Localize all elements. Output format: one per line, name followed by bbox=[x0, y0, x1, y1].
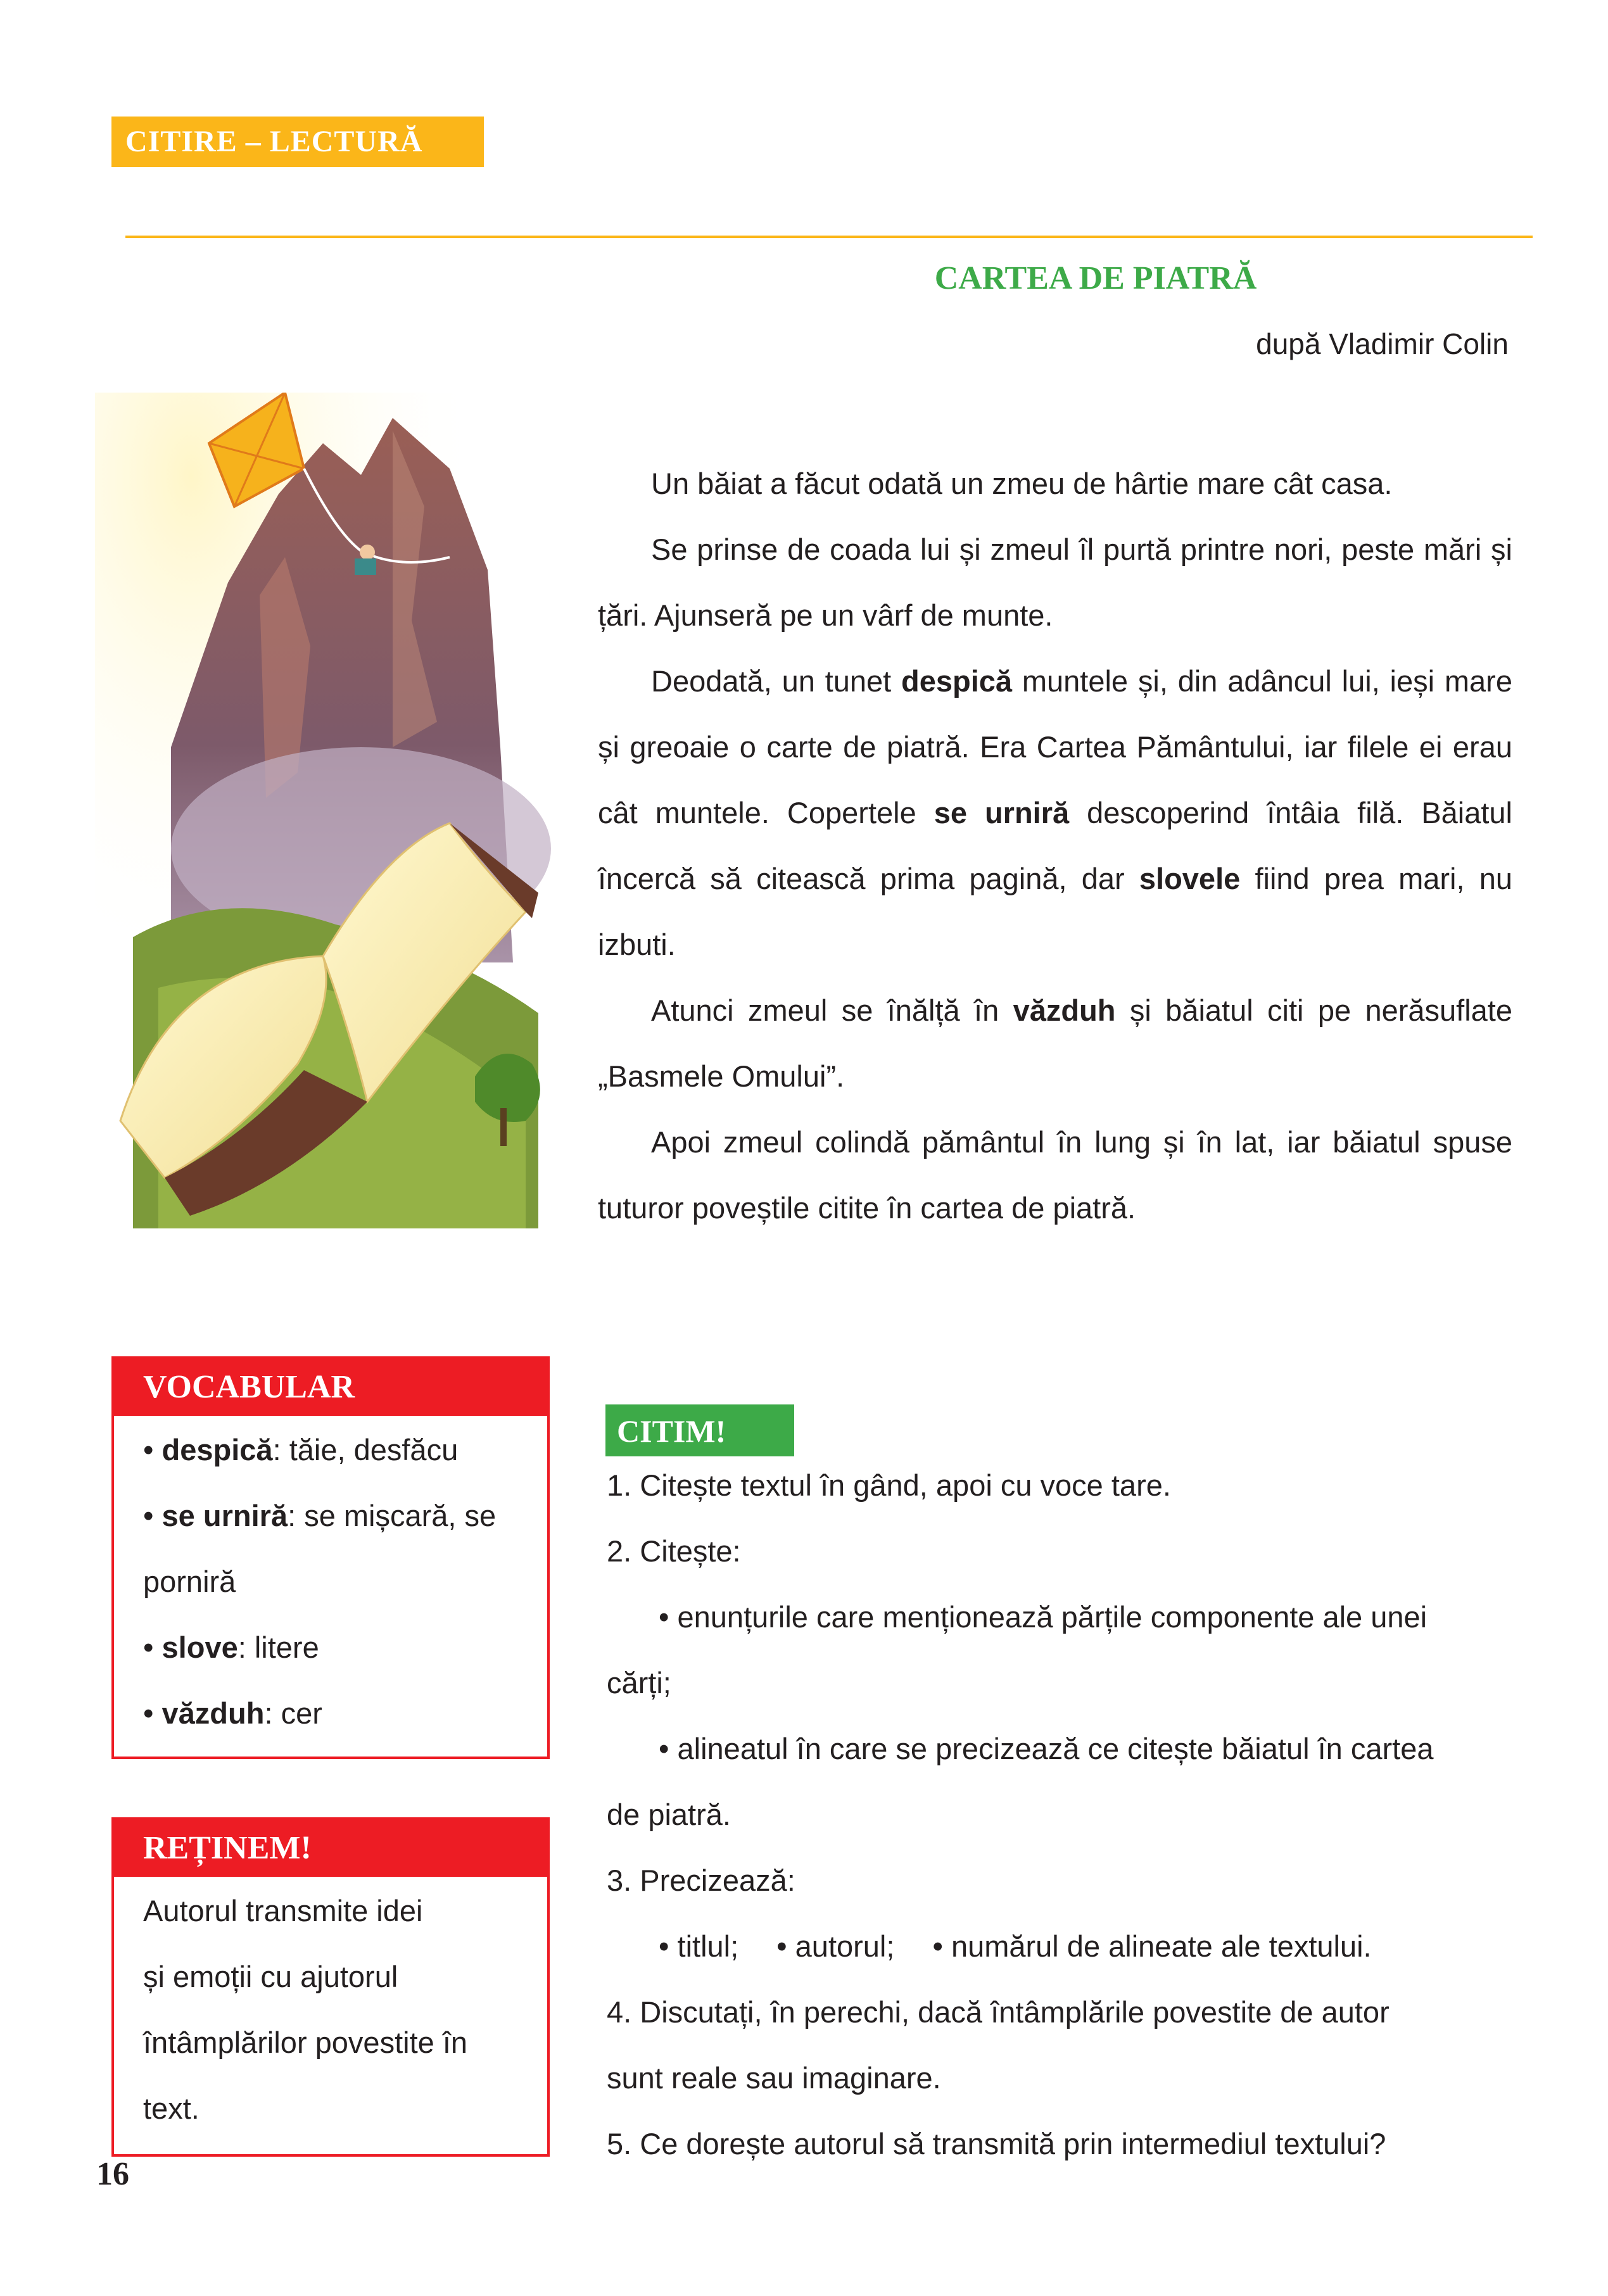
task-subitems-row bbox=[607, 1914, 1525, 1979]
story-paragraph bbox=[598, 1109, 1512, 1241]
story-text-span: descoperind întâia filă. Băiatul încercă să citească prima pagină, dar bbox=[598, 796, 1512, 895]
task-subitem: • autorul; bbox=[776, 1929, 895, 1963]
task-subitem: • enunțurile care menționează părțile componente ale unei bbox=[659, 1600, 1428, 1634]
page-number: 16 bbox=[96, 2156, 129, 2192]
story-title: CARTEA DE PIATRĂ bbox=[934, 260, 1257, 296]
vocab-definition: : se mișcară, se bbox=[288, 1499, 497, 1532]
task-item-continued: sunt reale sau imaginare. bbox=[607, 2061, 941, 2095]
task-subitem-continued: de piatră. bbox=[607, 1798, 731, 1831]
task-subitem: • alineatul în care se precizează ce citește băiatul în cartea bbox=[659, 1732, 1434, 1765]
retinem-line: Autorul transmite idei bbox=[143, 1894, 423, 1927]
book-kite-illustration bbox=[95, 393, 576, 1228]
task-item: 4. Discutați, în perechi, dacă întâmplările povestite de autor bbox=[607, 1995, 1390, 2029]
bullet: • bbox=[143, 1696, 154, 1730]
vocab-word: despică bbox=[901, 664, 1013, 698]
header-divider bbox=[125, 236, 1533, 238]
vocabulary-item bbox=[143, 1681, 547, 1746]
task-subitem-continued: cărți; bbox=[607, 1666, 671, 1700]
vocab-definition: : tăie, desfăcu bbox=[272, 1433, 459, 1467]
story-text-span: Se prinse de coada lui și zmeul îl purtă printre nori, peste mări și țări. Ajunseră pe un vârf de munte. bbox=[598, 533, 1512, 632]
vocabulary-item bbox=[143, 1483, 547, 1549]
story-text-span: Un băiat a făcut odată un zmeu de hârtie mare cât casa. bbox=[651, 467, 1393, 500]
vocabulary-box bbox=[111, 1356, 550, 1759]
task-item: 5. Ce dorește autorul să transmită prin intermediul textului? bbox=[607, 2127, 1386, 2160]
retinem-line: întâmplărilor povestite în bbox=[143, 2026, 468, 2059]
task-subitem: • titlul; bbox=[659, 1929, 739, 1963]
story-author: după Vladimir Colin bbox=[1256, 327, 1509, 360]
vocabulary-item-continued: porniră bbox=[143, 1565, 236, 1598]
retinem-box bbox=[111, 1817, 550, 2157]
vocabulary-title: VOCABULAR bbox=[114, 1359, 547, 1416]
retinem-text bbox=[114, 1877, 547, 2141]
vocab-term: despică bbox=[161, 1433, 273, 1467]
vocab-word: slovele bbox=[1139, 862, 1241, 895]
vocab-term: se urniră bbox=[161, 1499, 288, 1532]
story-text-span: Deodată, un tunet bbox=[651, 664, 901, 698]
section-label: CITIRE – LECTURĂ bbox=[111, 117, 484, 167]
vocab-definition: : litere bbox=[237, 1631, 319, 1664]
bullet: • bbox=[143, 1631, 154, 1664]
story-paragraph bbox=[598, 451, 1512, 517]
story-paragraph bbox=[598, 648, 1512, 978]
story-text-span: muntele și, din adâncul lui, ieși mare și greoaie o carte de piatră. Era Cartea Pământului, iar filele ei erau cât muntele. Copertele bbox=[598, 664, 1512, 829]
retinem-line: și emoții cu ajutorul bbox=[143, 1960, 398, 1993]
vocabulary-list bbox=[114, 1416, 547, 1746]
story-text-span: Apoi zmeul colindă pământul în lung și în lat, iar băiatul spuse tuturor poveștile citite în cartea de piatră. bbox=[598, 1125, 1512, 1225]
story-text-span: Atunci zmeul se înălță în bbox=[651, 993, 1013, 1027]
story-text-span: și băiatul citi pe nerăsuflate „Basmele Omului”. bbox=[598, 993, 1512, 1093]
reading-tasks bbox=[607, 1453, 1525, 2177]
vocab-term: slove bbox=[161, 1631, 238, 1664]
vocab-term: văzduh bbox=[161, 1696, 265, 1730]
vocab-definition: : cer bbox=[264, 1696, 322, 1730]
task-item: 3. Precizează: bbox=[607, 1864, 795, 1897]
task-item: 1. Citește textul în gând, apoi cu voce tare. bbox=[607, 1468, 1171, 1502]
story-paragraph bbox=[598, 978, 1512, 1109]
vocabulary-item bbox=[143, 1417, 547, 1483]
task-subitem: • numărul de alineate ale textului. bbox=[932, 1929, 1372, 1963]
story-text-span: fiind prea mari, nu izbuti. bbox=[598, 862, 1512, 961]
vocab-word: văzduh bbox=[1013, 993, 1116, 1027]
vocab-word: se urniră bbox=[934, 796, 1070, 829]
vocabulary-item bbox=[143, 1615, 547, 1681]
story-paragraph bbox=[598, 517, 1512, 648]
task-item: 2. Citește: bbox=[607, 1534, 741, 1568]
retinem-title: REȚINEM! bbox=[114, 1820, 547, 1877]
story-text bbox=[598, 451, 1512, 1241]
retinem-line: text. bbox=[143, 2091, 199, 2125]
citim-label: CITIM! bbox=[605, 1404, 794, 1456]
bullet: • bbox=[143, 1499, 154, 1532]
bullet: • bbox=[143, 1433, 154, 1467]
